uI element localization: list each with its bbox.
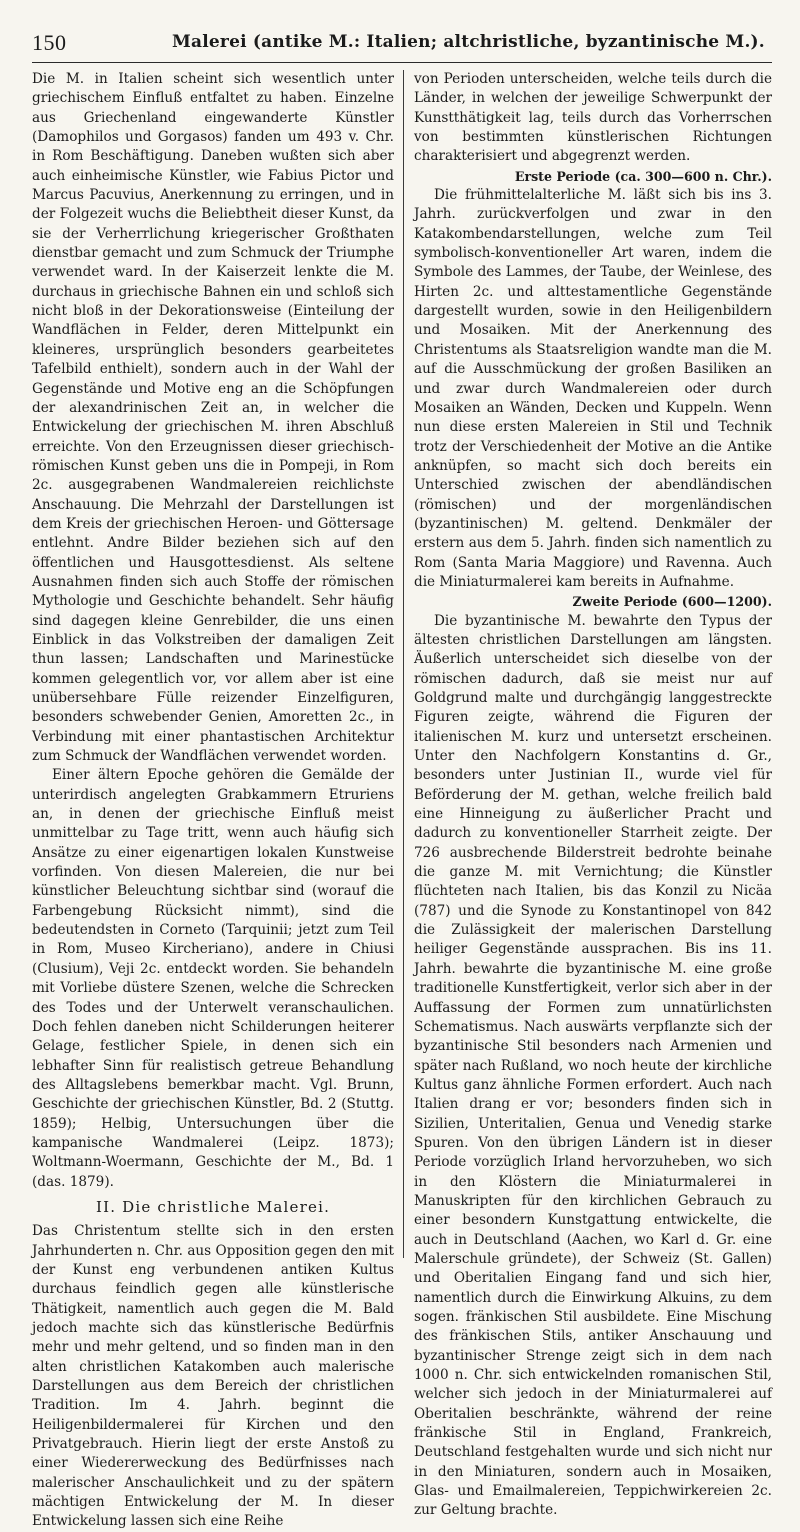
running-head: Malerei (antike M.: Italien; altchristliche, byzantinische M.). xyxy=(172,32,765,52)
section-heading: II. Die christliche Malerei. xyxy=(95,1197,331,1216)
period-heading-second: Zweite Periode (600—1200). xyxy=(572,594,772,610)
page-header xyxy=(32,28,772,63)
paragraph-christianity: Das Christentum stellte sich in den ersten Jahrhunderten n. Chr. aus Opposition gegen den mit der Kunst eng verbundenen antiken Kultus durchaus feindlich gegen alle künstlerische Thätigkeit, namentlich auch gegen die M. Bald jedoch machte sich das künstlerische Bedürfnis mehr und mehr geltend, und so finden man in den alten christlichen Katakomben auch malerische Darstellungen aus dem Bereich der christlichen Tradition. Im 4. Jahrh. beginnt die Heiligenbildermalerei für Kirchen und den Privatgebrauch. Hierin liegt der erste Anstoß zu einer Wiedererweckung des Bedürfnisses nach malerischer Anschaulichkeit und zu der spätern mächtigen Entwickelung der M. In dieser Entwickelung lassen sich eine Reihe xyxy=(32,1223,394,1530)
page-number: 150 xyxy=(32,30,67,55)
paragraph-periods: von Perioden unterscheiden, welche teils durch die Länder, in welchen der jeweilige Schwerpunkt der Kunstthätigkeit lag, teils durch das Vorherrschen von bestimmten künstlerischen Richtungen charakterisiert und abgegrenzt werden. xyxy=(414,71,772,165)
period-heading-first: Erste Periode (ca. 300—600 n. Chr.). xyxy=(514,168,772,184)
column-divider xyxy=(403,70,404,1258)
paragraph-italy: Die M. in Italien scheint sich wesentlich unter griechischem Einfluß entfaltet zu haben. Einzelne aus Griechenland eingewanderte Künstler (Damophilos und Gorgasos) fanden um 493 v. Chr. in Rom Beschäftigung. Daneben wußten sich aber auch einheimische Künstler, wie Fabius Pictor und Marcus Pacuvius, Anerkennung zu erringen, und in der Folgezeit wuchs die Beliebtheit dieser Kunst, da sie der Verherrlichung kriegerischer Großthaten dienstbar gemacht und zum Schmuck der Triumphe verwendet ward. In der Kaiserzeit lenkte die M. durchaus in griechische Bahnen ein und schloß sich nicht bloß in der Dekorationsweise (Einteilung der Wandflächen in Felder, deren Mittelpunkt ein kleineres, ursprünglich besonders gearbeitetes Tafelbild enthielt), sondern auch in der Wahl der Gegenstände und Motive eng an die Schöpfungen der alexandrinischen Zeit an, in welcher die Entwickelung der griechischen M. ihren Abschluß erreichte. Von den Erzeugnissen dieser griechisch-römischen Kunst geben uns die in Pompeji, in Rom 2c. ausgegrabenen Wandmalereien reichlichste Anschauung. Die Mehrzahl der Darstellungen ist dem Kreis der griechischen Heroen- und Göttersage entlehnt. Andre Bilder beziehen sich auf den öffentlichen und Hausgottesdienst. Als seltene Ausnahmen finden sich auch Stoffe der römischen Mythologie und Geschichte behandelt. Sehr häufig sind dagegen kleine Genrebilder, die uns einen Einblick in das Volkstreiben der damaligen Zeit thun lassen; Landschaften und Marinestücke kommen gelegentlich vor, vor allem aber ist eine unübersehbare Fülle reizender Einzelfiguren, besonders schwebender Genien, Amoretten 2c., in Verbindung mit einer phantastischen Architektur zum Schmuck der Wandflächen verwendet worden. xyxy=(32,71,394,765)
paragraph-early-medieval: Die frühmittelalterliche M. läßt sich bis ins 3. Jahrh. zurückverfolgen und zwar in den Katakombendarstellungen, welche zum Teil symbolisch-konventioneller Art waren, indem die Symbole des Lammes, der Taube, der Weinlese, des Hirten 2c. und alttestamentliche Gegenstände dargestellt wurden, sowie in den Heiligenbildern und Mosaiken. Mit der Anerkennung des Christentums als Staatsreligion wandte man die M. auf die Ausschmückung der großen Basiliken an und zwar durch Wandmalereien oder durch Mosaiken an Wänden, Decken und Kuppeln. Wenn nun diese ersten Malereien in Stil und Technik trotz der Verschiedenheit der Motive an die Antike anknüpfen, so macht sich doch bereits ein Unterschied zwischen der abendländischen (römischen) und der morgenländischen (byzantinischen) M. geltend. Denkmäler der erstern aus dem 5. Jahrh. finden sich namentlich zu Rom (Santa Maria Maggiore) und Ravenna. Auch die Miniaturmalerei kam bereits in Aufnahme. xyxy=(414,187,772,590)
right-column xyxy=(414,70,772,1519)
paragraph-byzantine: Die byzantinische M. bewahrte den Typus der ältesten christlichen Darstellungen am längsten. Äußerlich unterscheidet sich dieselbe von der römischen dadurch, daß sie meist nur auf Goldgrund malte und durchgängig langgestreckte Figuren zeigte, während die Figuren der italienischen M. kurz und untersetzt erscheinen. Unter den Nachfolgern Konstantins d. Gr., besonders unter Justinian II., wurde viel für Beförderung der M. gethan, welche freilich bald eine Hinneigung zu äußerlicher Pracht und dadurch zu konventioneller Starrheit zeigte. Der 726 ausbrechende Bilderstreit bedrohte beinahe die ganze M. mit Vernichtung; die Künstler flüchteten nach Italien, bis das Konzil zu Nicäa (787) und die Synode zu Konstantinopel von 842 die Zulässigkeit der malerischen Darstellung heiliger Gegenstände aussprachen. Bis ins 11. Jahrh. bewahrte die byzantinische M. eine große traditionelle Kunstfertigkeit, verlor sich aber in der Auffassung der Formen zum unnatürlichsten Schematismus. Nach auswärts verpflanzte sich der byzantinische Stil besonders nach Armenien und später nach Rußland, wo noch heute der kirchliche Kultus ganz ähnliche Formen erfordert. Auch nach Italien drang er vor; besonders finden sich in Sizilien, Unteritalien, Genua und Venedig starke Spuren. Von den übrigen Ländern ist in dieser Periode vorzüglich Irland hervorzuheben, wo sich in den Klöstern die Miniaturmalerei in Manuskripten für den kirchlichen Gebrauch zu einer besondern Kunstgattung entwickelte, die auch in Deutschland (Aachen, wo Karl d. Gr. eine Malerschule gründete), der Schweiz (St. Gallen) und Oberitalien Eingang fand und sich hier, namentlich durch die Einwirkung Alkuins, zu dem sogen. fränkischen Stil ausbildete. Eine Mischung des fränkischen Stils, antiker Anschauung und byzantinischer Strenge zeigt sich in dem nach 1000 n. Chr. sich entwickelnden romanischen Stil, welcher sich jedoch in der Miniaturmalerei auf Oberitalien beschränkte, während der reine fränkische Stil in England, Frankreich, Deutschland festgehalten wurde und sich nicht nur in den Miniaturen, sondern auch in Mosaiken, Glas- und Emailmalereien, Teppichwirkereien 2c. zur Geltung brachte. xyxy=(414,612,772,1519)
left-column xyxy=(32,70,394,1530)
paragraph-etruria: Einer ältern Epoche gehören die Gemälde der unterirdisch angelegten Grabkammern Etruriens an, in denen der griechische Einfluß meist unmittelbar zu Tage tritt, wenn auch häufig sich Ansätze zu einer eigenartigen lokalen Kunstweise vorfinden. Von diesen Malereien, die nur bei künstlicher Beleuchtung sichtbar sind (worauf die Farbengebung Rücksicht nimmt), sind die bedeutendsten in Corneto (Tarquinii; jetzt zum Teil in Rom, Museo Kircheriano), andere in Chiusi (Clusium), Veji 2c. entdeckt worden. Sie behandeln mit Vorliebe düstere Szenen, welche die Schrecken des Todes und der Unterwelt veranschaulichen. Doch fehlen daneben nicht Schilderungen heiterer Gelage, festlicher Spiele, in denen sich ein lebhafter Sinn für realistisch getreue Behandlung des Alltagslebens bemerkbar macht. Vgl. Brunn, Geschichte der griechischen Künstler, Bd. 2 (Stuttg. 1859); Helbig, Untersuchungen über die kampanische Wandmalerei (Leipz. 1873); Woltmann-Woermann, Geschichte der M., Bd. 1 (das. 1879). xyxy=(32,767,394,1190)
